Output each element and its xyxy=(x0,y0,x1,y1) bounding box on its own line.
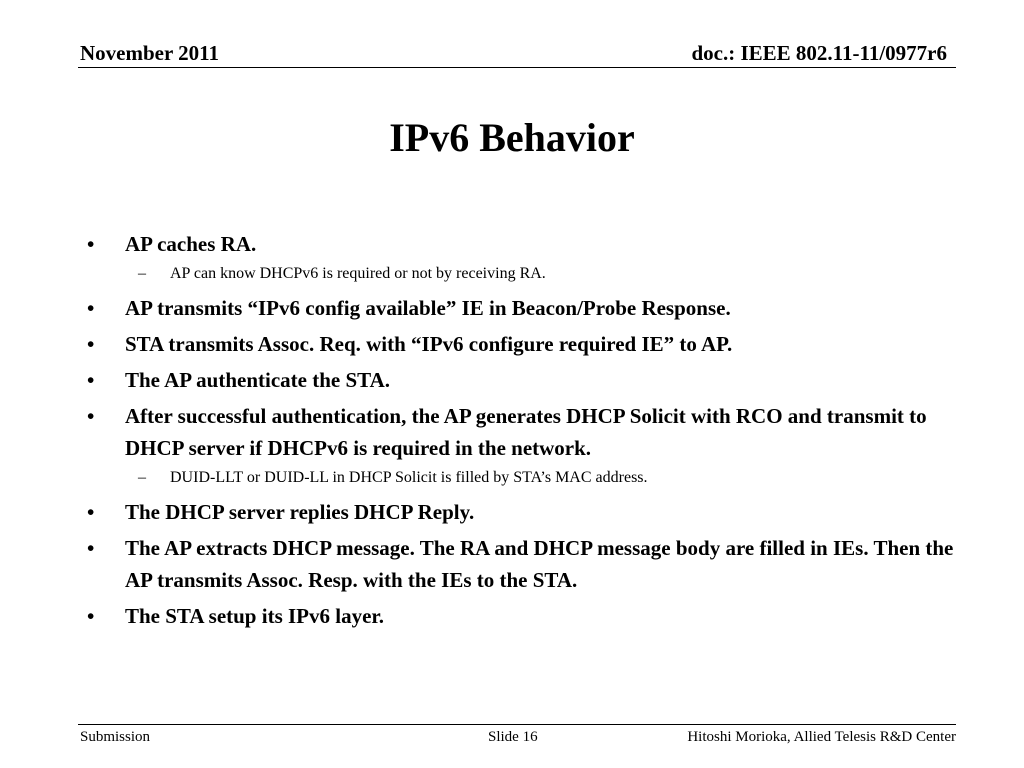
header-document-id: doc.: IEEE 802.11-11/0977r6 xyxy=(691,41,947,65)
bullet-item xyxy=(84,400,964,464)
sub-bullet-marker: – xyxy=(138,265,146,282)
footer-author: Hitoshi Morioka, Allied Telesis R&D Center xyxy=(687,729,956,745)
bullet-marker: • xyxy=(87,232,95,256)
sub-bullet-item xyxy=(84,466,964,490)
bullet-text: AP caches RA. xyxy=(125,232,257,256)
slide-title: IPv6 Behavior xyxy=(389,115,635,160)
bullet-item xyxy=(84,364,964,396)
bullet-marker: • xyxy=(87,604,95,628)
sub-bullet-text: AP can know DHCPv6 is required or not by receiving RA. xyxy=(170,265,546,282)
bullet-marker: • xyxy=(87,368,95,392)
bullet-text: The AP extracts DHCP message. The RA and DHCP message body are filled in IEs. Then the AP transmits Assoc. Resp. with the IEs to the STA. xyxy=(125,536,954,592)
bullet-text: The AP authenticate the STA. xyxy=(125,368,391,392)
sub-bullet-marker: – xyxy=(138,469,146,486)
footer-slide-number: Slide 16 xyxy=(488,729,538,745)
bullet-text: The STA setup its IPv6 layer. xyxy=(125,604,385,628)
header-divider xyxy=(78,67,956,68)
bullet-item xyxy=(84,496,964,528)
bullet-text: After successful authentication, the AP generates DHCP Solicit with RCO and transmit to DHCP server if DHCPv6 is required in the network. xyxy=(125,404,927,460)
bullet-item xyxy=(84,228,964,260)
header-date: November 2011 xyxy=(80,41,220,65)
bullet-item xyxy=(84,532,964,596)
bullet-item xyxy=(84,328,964,360)
bullet-list xyxy=(84,228,964,636)
footer-submission: Submission xyxy=(80,729,151,745)
bullet-marker: • xyxy=(87,536,95,560)
sub-bullet-item xyxy=(84,262,964,286)
footer-divider xyxy=(78,724,956,725)
bullet-item xyxy=(84,292,964,324)
sub-bullet-text: DUID-LLT or DUID-LL in DHCP Solicit is filled by STA’s MAC address. xyxy=(170,469,648,486)
bullet-marker: • xyxy=(87,296,95,320)
bullet-item xyxy=(84,600,964,632)
bullet-marker: • xyxy=(87,332,95,356)
bullet-marker: • xyxy=(87,404,95,428)
bullet-text: The DHCP server replies DHCP Reply. xyxy=(125,500,475,524)
bullet-marker: • xyxy=(87,500,95,524)
bullet-text: STA transmits Assoc. Req. with “IPv6 configure required IE” to AP. xyxy=(125,332,733,356)
bullet-text: AP transmits “IPv6 config available” IE in Beacon/Probe Response. xyxy=(125,296,731,320)
